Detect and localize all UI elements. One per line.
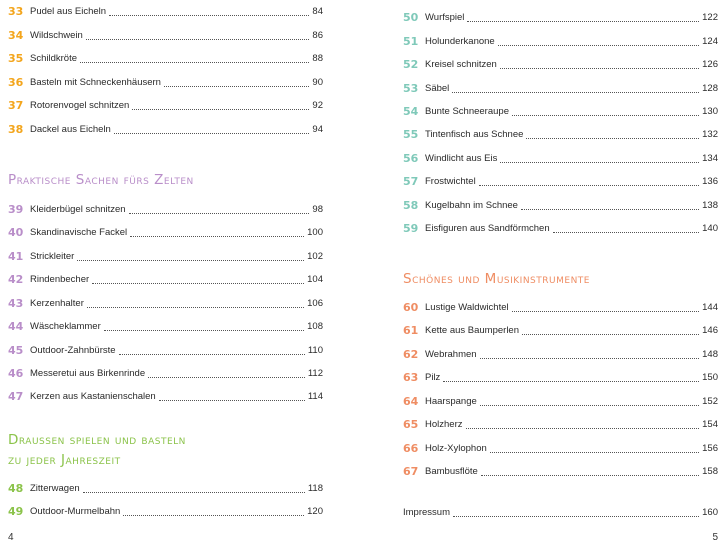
toc-entry[interactable] <box>8 271 323 287</box>
entry-title: Kleiderbügel schnitzen <box>30 204 126 215</box>
toc-entry[interactable] <box>8 27 323 43</box>
entry-title: Dackel aus Eicheln <box>30 124 111 135</box>
toc-entry[interactable] <box>8 365 323 381</box>
entry-title: Pudel aus Eicheln <box>30 6 107 17</box>
dot-leader <box>148 377 305 378</box>
toc-entry[interactable] <box>8 342 323 358</box>
entry-title: Schildkröte <box>30 53 77 64</box>
toc-entry[interactable] <box>8 388 323 404</box>
entry-page: 112 <box>307 368 323 379</box>
toc-entry[interactable] <box>8 201 323 217</box>
entry-page: 104 <box>307 274 323 285</box>
entry-title: Holzherz <box>425 419 463 430</box>
entry-title: Zitterwagen <box>30 483 80 494</box>
entry-page: 120 <box>307 506 323 517</box>
entry-page: 154 <box>702 419 718 430</box>
dot-leader <box>480 405 699 406</box>
entry-number: 37 <box>8 99 24 112</box>
entry-page: 148 <box>702 349 718 360</box>
entry-number: 39 <box>8 203 24 216</box>
entry-page: 90 <box>312 77 323 88</box>
dot-leader <box>512 311 700 312</box>
entry-number: 41 <box>8 250 24 263</box>
entry-number: 36 <box>8 76 24 89</box>
entry-number: 54 <box>403 105 419 118</box>
toc-entry[interactable] <box>8 50 323 66</box>
entry-page: 128 <box>702 83 718 94</box>
dot-leader <box>521 209 699 210</box>
dot-leader <box>119 354 305 355</box>
entry-number: 52 <box>403 58 419 71</box>
dot-leader <box>500 68 699 69</box>
toc-entry[interactable] <box>403 33 718 49</box>
entry-number: 57 <box>403 175 419 188</box>
entry-page: 102 <box>307 251 323 262</box>
toc-entry[interactable] <box>403 56 718 72</box>
entry-title: Bambusflöte <box>425 466 478 477</box>
dot-leader <box>92 283 304 284</box>
entry-number: 55 <box>403 128 419 141</box>
entry-title: Rotorenvogel schnitzen <box>30 100 130 111</box>
section-heading-musik: Schönes und Musikinstrumente <box>403 271 590 287</box>
entry-page: 122 <box>702 12 718 23</box>
entry-page: 86 <box>312 30 323 41</box>
entry-page: 134 <box>702 153 718 164</box>
entry-title: Windlicht aus Eis <box>425 153 498 164</box>
entry-page: 152 <box>702 396 718 407</box>
dot-leader <box>479 185 699 186</box>
entry-page: 136 <box>702 176 718 187</box>
entry-number: 44 <box>8 320 24 333</box>
dot-leader <box>452 92 699 93</box>
dot-leader <box>553 232 700 233</box>
toc-entry[interactable] <box>403 440 718 456</box>
dot-leader <box>481 475 699 476</box>
entry-number: 35 <box>8 52 24 65</box>
toc-entry[interactable] <box>403 393 718 409</box>
entry-number: 51 <box>403 35 419 48</box>
entry-page: 130 <box>702 106 718 117</box>
toc-entry[interactable] <box>403 197 718 213</box>
entry-page: 88 <box>312 53 323 64</box>
toc-entry[interactable] <box>8 121 323 137</box>
entry-page: 98 <box>312 204 323 215</box>
dot-leader <box>123 515 304 516</box>
dot-leader <box>132 109 309 110</box>
entry-number: 40 <box>8 226 24 239</box>
toc-entry[interactable] <box>403 80 718 96</box>
dot-leader <box>512 115 699 116</box>
entry-number: 64 <box>403 395 419 408</box>
entry-number: 60 <box>403 301 419 314</box>
toc-entry[interactable] <box>8 295 323 311</box>
entry-number: 58 <box>403 199 419 212</box>
dot-leader <box>453 516 699 517</box>
entry-number: 66 <box>403 442 419 455</box>
entry-title: Outdoor-Murmelbahn <box>30 506 121 517</box>
entry-title: Kreisel schnitzen <box>425 59 497 70</box>
entry-number: 62 <box>403 348 419 361</box>
entry-title: Holunderkanone <box>425 36 495 47</box>
entry-number: 45 <box>8 344 24 357</box>
toc-entry[interactable] <box>403 103 718 119</box>
entry-title: Tintenfisch aus Schnee <box>425 129 524 140</box>
toc-entry[interactable] <box>403 150 718 166</box>
entry-page: 150 <box>702 372 718 383</box>
toc-entry[interactable] <box>403 9 718 25</box>
entry-number: 34 <box>8 29 24 42</box>
entry-page: 160 <box>702 507 718 518</box>
toc-entry[interactable] <box>403 416 718 432</box>
toc-entry[interactable] <box>8 97 323 113</box>
entry-page: 84 <box>312 6 323 17</box>
entry-page: 100 <box>307 227 323 238</box>
entry-title: Rindenbecher <box>30 274 90 285</box>
toc-entry-impressum[interactable] <box>403 504 718 520</box>
toc-entry[interactable] <box>403 322 718 338</box>
entry-page: 92 <box>312 100 323 111</box>
entry-title: Kerzenhalter <box>30 298 84 309</box>
dot-leader <box>129 213 310 214</box>
entry-page: 124 <box>702 36 718 47</box>
dot-leader <box>526 138 699 139</box>
entry-title: Kerzen aus Kastanienschalen <box>30 391 156 402</box>
entry-title: Haarspange <box>425 396 477 407</box>
entry-page: 158 <box>702 466 718 477</box>
dot-leader <box>480 358 700 359</box>
entry-number: 59 <box>403 222 419 235</box>
entry-title: Bunte Schneeraupe <box>425 106 509 117</box>
dot-leader <box>83 492 305 493</box>
toc-entry[interactable] <box>403 346 718 362</box>
dot-leader <box>467 21 699 22</box>
toc-entry[interactable] <box>403 299 718 315</box>
dot-leader <box>164 86 309 87</box>
entry-page: 94 <box>312 124 323 135</box>
toc-entry[interactable] <box>403 463 718 479</box>
entry-page: 114 <box>307 391 323 402</box>
entry-title: Holz-Xylophon <box>425 443 487 454</box>
entry-title: Kette aus Baumperlen <box>425 325 520 336</box>
entry-number: 43 <box>8 297 24 310</box>
entry-number: 65 <box>403 418 419 431</box>
dot-leader <box>109 15 309 16</box>
dot-leader <box>498 45 699 46</box>
dot-leader <box>466 428 700 429</box>
section-heading-zelten: Praktische Sachen fürs Zelten <box>8 172 194 188</box>
toc-entry[interactable] <box>8 74 323 90</box>
entry-page: 106 <box>307 298 323 309</box>
dot-leader <box>490 452 699 453</box>
dot-leader <box>104 330 304 331</box>
entry-number: 49 <box>8 505 24 518</box>
entry-title: Skandinavische Fackel <box>30 227 128 238</box>
entry-title: Outdoor-Zahnbürste <box>30 345 116 356</box>
entry-page: 132 <box>702 129 718 140</box>
entry-number: 53 <box>403 82 419 95</box>
entry-number: 56 <box>403 152 419 165</box>
entry-title: Säbel <box>425 83 450 94</box>
toc-entry[interactable] <box>8 503 323 519</box>
entry-title: Strickleiter <box>30 251 75 262</box>
entry-page: 126 <box>702 59 718 70</box>
page-number-right: 5 <box>712 532 718 543</box>
entry-title: Eisfiguren aus Sandförmchen <box>425 223 550 234</box>
entry-page: 146 <box>702 325 718 336</box>
entry-number: 38 <box>8 123 24 136</box>
entry-title: Impressum <box>403 507 450 518</box>
entry-page: 138 <box>702 200 718 211</box>
page-number-left: 4 <box>8 532 14 543</box>
entry-title: Wurfspiel <box>425 12 465 23</box>
entry-number: 42 <box>8 273 24 286</box>
toc-entry[interactable] <box>403 369 718 385</box>
dot-leader <box>130 236 304 237</box>
dot-leader <box>159 400 305 401</box>
dot-leader <box>80 62 309 63</box>
dot-leader <box>77 260 304 261</box>
entry-title: Basteln mit Schneckenhäusern <box>30 77 161 88</box>
entry-title: Kugelbahn im Schnee <box>425 200 518 211</box>
dot-leader <box>86 39 310 40</box>
entry-page: 118 <box>307 483 323 494</box>
dot-leader <box>443 381 699 382</box>
dot-leader <box>114 133 310 134</box>
toc-entry[interactable] <box>403 173 718 189</box>
entry-title: Lustige Waldwichtel <box>425 302 509 313</box>
entry-page: 108 <box>307 321 323 332</box>
entry-title: Messeretui aus Birkenrinde <box>30 368 146 379</box>
section-heading-draussen-line2: zu jeder Jahreszeit <box>8 452 121 468</box>
entry-title: Webrahmen <box>425 349 477 360</box>
entry-page: 110 <box>307 345 323 356</box>
entry-number: 33 <box>8 5 24 18</box>
dot-leader <box>87 307 304 308</box>
toc-entry[interactable] <box>8 248 323 264</box>
dot-leader <box>522 334 699 335</box>
toc-entry[interactable] <box>403 220 718 236</box>
entry-number: 63 <box>403 371 419 384</box>
entry-page: 140 <box>702 223 718 234</box>
entry-number: 50 <box>403 11 419 24</box>
entry-number: 67 <box>403 465 419 478</box>
toc-entry[interactable] <box>403 126 718 142</box>
entry-title: Wildschwein <box>30 30 83 41</box>
toc-entry[interactable] <box>8 480 323 496</box>
entry-number: 46 <box>8 367 24 380</box>
entry-title: Frostwichtel <box>425 176 476 187</box>
entry-title: Pilz <box>425 372 441 383</box>
entry-page: 144 <box>702 302 718 313</box>
toc-entry[interactable] <box>8 224 323 240</box>
toc-entry[interactable] <box>8 3 323 19</box>
entry-number: 61 <box>403 324 419 337</box>
section-heading-draussen-line1: Draussen spielen und basteln <box>8 432 186 448</box>
entry-title: Wäscheklammer <box>30 321 101 332</box>
entry-number: 48 <box>8 482 24 495</box>
toc-entry[interactable] <box>8 318 323 334</box>
entry-page: 156 <box>702 443 718 454</box>
entry-number: 47 <box>8 390 24 403</box>
dot-leader <box>500 162 699 163</box>
